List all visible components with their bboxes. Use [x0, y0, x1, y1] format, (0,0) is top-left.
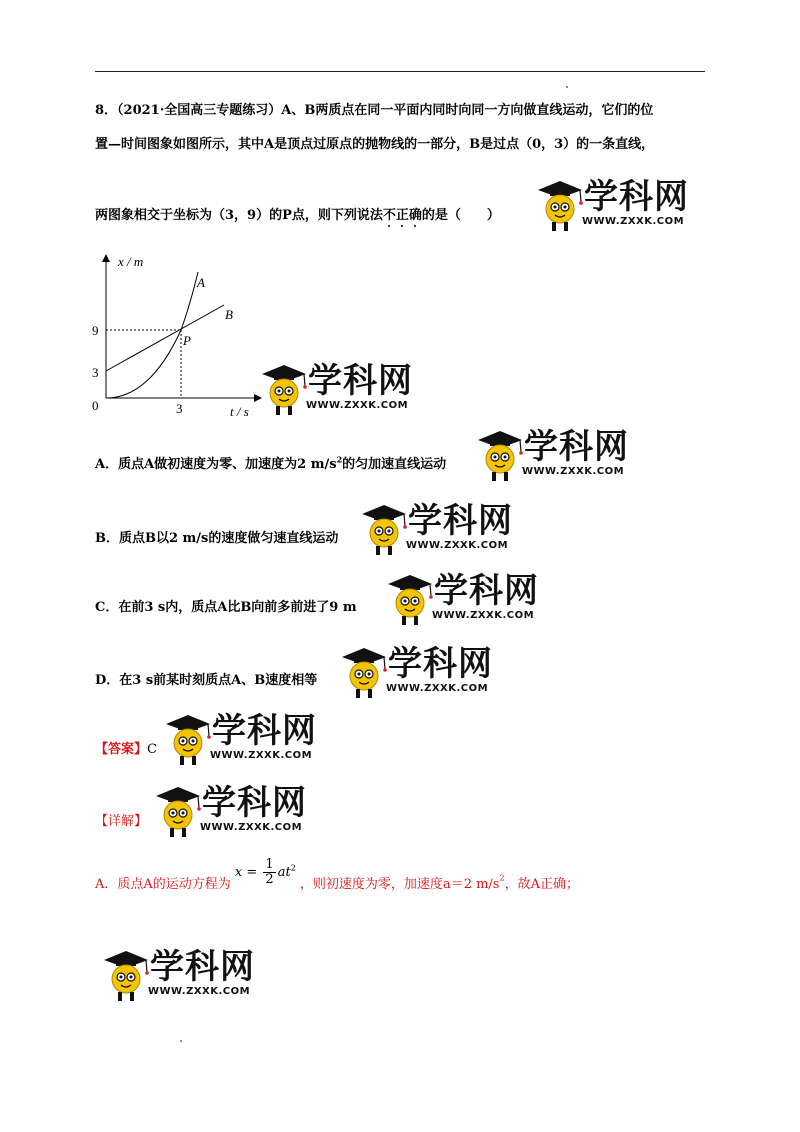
mascot-icon — [534, 178, 586, 234]
mascot-icon — [100, 948, 152, 1004]
x-tick-3: 3 — [176, 401, 183, 416]
emphasis-not-correct — [383, 208, 422, 223]
site-url: WWW.ZXXK.COM — [582, 216, 685, 227]
zxxk-logo-watermark — [162, 712, 332, 768]
zxxk-logo-watermark — [384, 572, 554, 628]
fraction-denominator: 2 — [265, 872, 274, 887]
zxxk-logo-watermark — [152, 784, 322, 840]
mascot-icon — [338, 645, 390, 701]
position-time-graph — [88, 250, 268, 430]
equation-sup: 2 — [290, 863, 296, 873]
stray-dot — [566, 86, 568, 88]
origin-label: 0 — [92, 398, 99, 413]
brand-text: 学科网 — [388, 644, 493, 684]
emphasis-char: 不 — [383, 204, 396, 223]
brand-text: 学科网 — [408, 501, 513, 541]
acceleration-value: a＝2 m/s — [442, 877, 500, 892]
answer-label: 【答案】 — [95, 742, 148, 757]
y-tick-3: 3 — [92, 365, 99, 380]
equation-lhs: x = — [234, 865, 258, 880]
stray-dot-bottom — [180, 1040, 182, 1042]
option-d: D．在3 s前某时刻质点A、B速度相等 — [95, 673, 318, 688]
site-url: WWW.ZXXK.COM — [148, 986, 251, 997]
site-url: WWW.ZXXK.COM — [522, 466, 625, 477]
option-a-text-end: 的匀加速直线运动 — [342, 457, 447, 472]
equation-at: at — [277, 865, 291, 880]
emphasis-char: 正 — [396, 204, 409, 223]
answer-value: C — [147, 742, 157, 757]
site-url: WWW.ZXXK.COM — [200, 822, 303, 833]
brand-text: 学科网 — [524, 427, 629, 467]
zxxk-logo-watermark — [534, 178, 704, 234]
answer-row — [95, 738, 157, 757]
question-line-3 — [95, 204, 500, 223]
zxxk-logo-watermark — [358, 502, 528, 558]
site-url: WWW.ZXXK.COM — [432, 610, 535, 621]
zxxk-logo-watermark — [100, 948, 270, 1004]
option-c: C．在前3 s内，质点A比B向前多前进了9 m — [95, 600, 357, 615]
question-line-3-pre: 两图象相交于坐标为（3，9）的P点，则下列说法 — [95, 208, 383, 223]
mascot-icon — [258, 362, 310, 418]
point-p-label: P — [183, 333, 191, 348]
zxxk-logo-watermark — [258, 362, 428, 418]
equation — [235, 858, 296, 887]
header-rule — [95, 71, 705, 72]
brand-text: 学科网 — [150, 947, 255, 987]
y-axis-label: x / m — [118, 254, 144, 269]
site-url: WWW.ZXXK.COM — [406, 540, 509, 551]
curve-a-label: A — [197, 275, 205, 290]
mascot-icon — [384, 572, 436, 628]
emphasis-char: 确 — [409, 204, 422, 223]
question-line-3-post: 的是（ ） — [421, 208, 500, 223]
explanation-line — [95, 857, 579, 897]
equation-fraction — [263, 858, 275, 887]
explanation-text-mid: ，则初速度为零，加速度 — [299, 877, 443, 892]
site-url: WWW.ZXXK.COM — [210, 750, 313, 761]
question-line-1: 8．（2021·全国高三专题练习）A、B两质点在同一平面内同时向同一方向做直线运动，它们的位 — [95, 103, 654, 118]
acceleration-sup: 2 — [499, 873, 505, 883]
brand-text: 学科网 — [434, 571, 539, 611]
mascot-icon — [474, 428, 526, 484]
mascot-icon — [162, 712, 214, 768]
detail-label: 【详解】 — [95, 814, 148, 829]
zxxk-logo-watermark — [474, 428, 644, 484]
option-b: B．质点B以2 m/s的速度做匀速直线运动 — [95, 531, 339, 546]
brand-text: 学科网 — [202, 783, 307, 823]
mascot-icon — [358, 502, 410, 558]
brand-text: 学科网 — [584, 177, 689, 217]
zxxk-logo-watermark — [338, 645, 508, 701]
explanation-text-end: ，故A正确； — [504, 877, 579, 892]
option-a-text: A．质点A做初速度为零、加速度为2 m/s — [95, 457, 337, 472]
explanation-text-start: A．质点A的运动方程为 — [95, 877, 231, 892]
line-b — [106, 305, 224, 371]
x-axis-label: t / s — [230, 404, 249, 419]
line-b-label: B — [225, 307, 233, 322]
y-tick-9: 9 — [92, 323, 99, 338]
fraction-numerator: 1 — [265, 857, 274, 872]
mascot-icon — [152, 784, 204, 840]
site-url: WWW.ZXXK.COM — [386, 683, 489, 694]
option-a — [95, 453, 446, 472]
option-a-sup: 2 — [336, 454, 343, 465]
brand-text: 学科网 — [308, 361, 413, 401]
site-url: WWW.ZXXK.COM — [306, 400, 409, 411]
question-line-2: 置—时间图象如图所示，其中A是顶点过原点的抛物线的一部分，B是过点（0，3）的一条直线， — [95, 137, 655, 152]
brand-text: 学科网 — [212, 711, 317, 751]
